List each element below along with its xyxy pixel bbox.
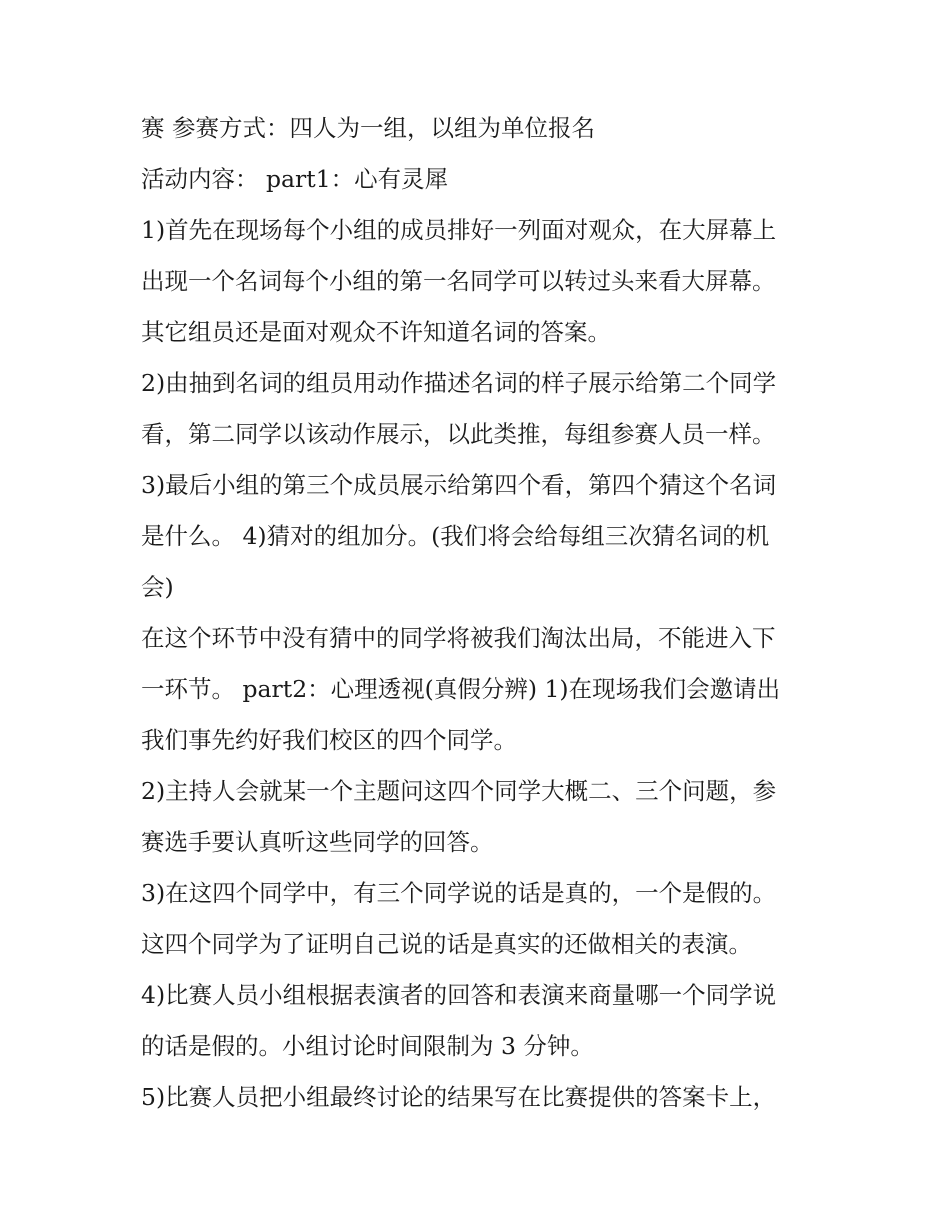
text-line: 是什么。 4)猜对的组加分。(我们将会给每组三次猜名词的机 [141, 522, 770, 550]
text-line: 其它组员还是面对观众不许知道名词的答案。 [141, 318, 611, 346]
document-body [141, 103, 821, 1123]
text-line: 活动内容： part1：心有灵犀 [141, 165, 449, 193]
text-line: 的话是假的。小组讨论时间限制为 3 分钟。 [141, 1032, 594, 1060]
text-line: 一环节。 part2：心理透视(真假分辨) 1)在现场我们会邀请出 [141, 675, 781, 703]
text-line: 3)最后小组的第三个成员展示给第四个看，第四个猜这个名词 [141, 471, 777, 499]
text-line: 这四个同学为了证明自己说的话是真实的还做相关的表演。 [141, 930, 752, 958]
text-line: 2)主持人会就某一个主题问这四个同学大概二、三个问题，参 [141, 777, 777, 805]
text-line: 赛 参赛方式：四人为一组，以组为单位报名 [141, 114, 595, 142]
text-line: 5)比赛人员把小组最终讨论的结果写在比赛提供的答案卡上， [141, 1083, 777, 1111]
text-line: 赛选手要认真听这些同学的回答。 [141, 828, 494, 856]
text-line: 我们事先约好我们校区的四个同学。 [141, 726, 517, 754]
text-line: 出现一个名词每个小组的第一名同学可以转过头来看大屏幕。 [141, 267, 776, 295]
text-line: 3)在这四个同学中，有三个同学说的话是真的，一个是假的。 [141, 879, 777, 907]
text-line: 1)首先在现场每个小组的成员排好一列面对观众，在大屏幕上 [141, 216, 777, 244]
text-line: 看，第二同学以该动作展示，以此类推，每组参赛人员一样。 [141, 420, 776, 448]
text-line: 2)由抽到名词的组员用动作描述名词的样子展示给第二个同学 [141, 369, 777, 397]
text-line: 会) [141, 573, 174, 601]
text-line: 在这个环节中没有猜中的同学将被我们淘汰出局，不能进入下 [141, 624, 776, 652]
text-line: 4)比赛人员小组根据表演者的回答和表演来商量哪一个同学说 [141, 981, 777, 1009]
